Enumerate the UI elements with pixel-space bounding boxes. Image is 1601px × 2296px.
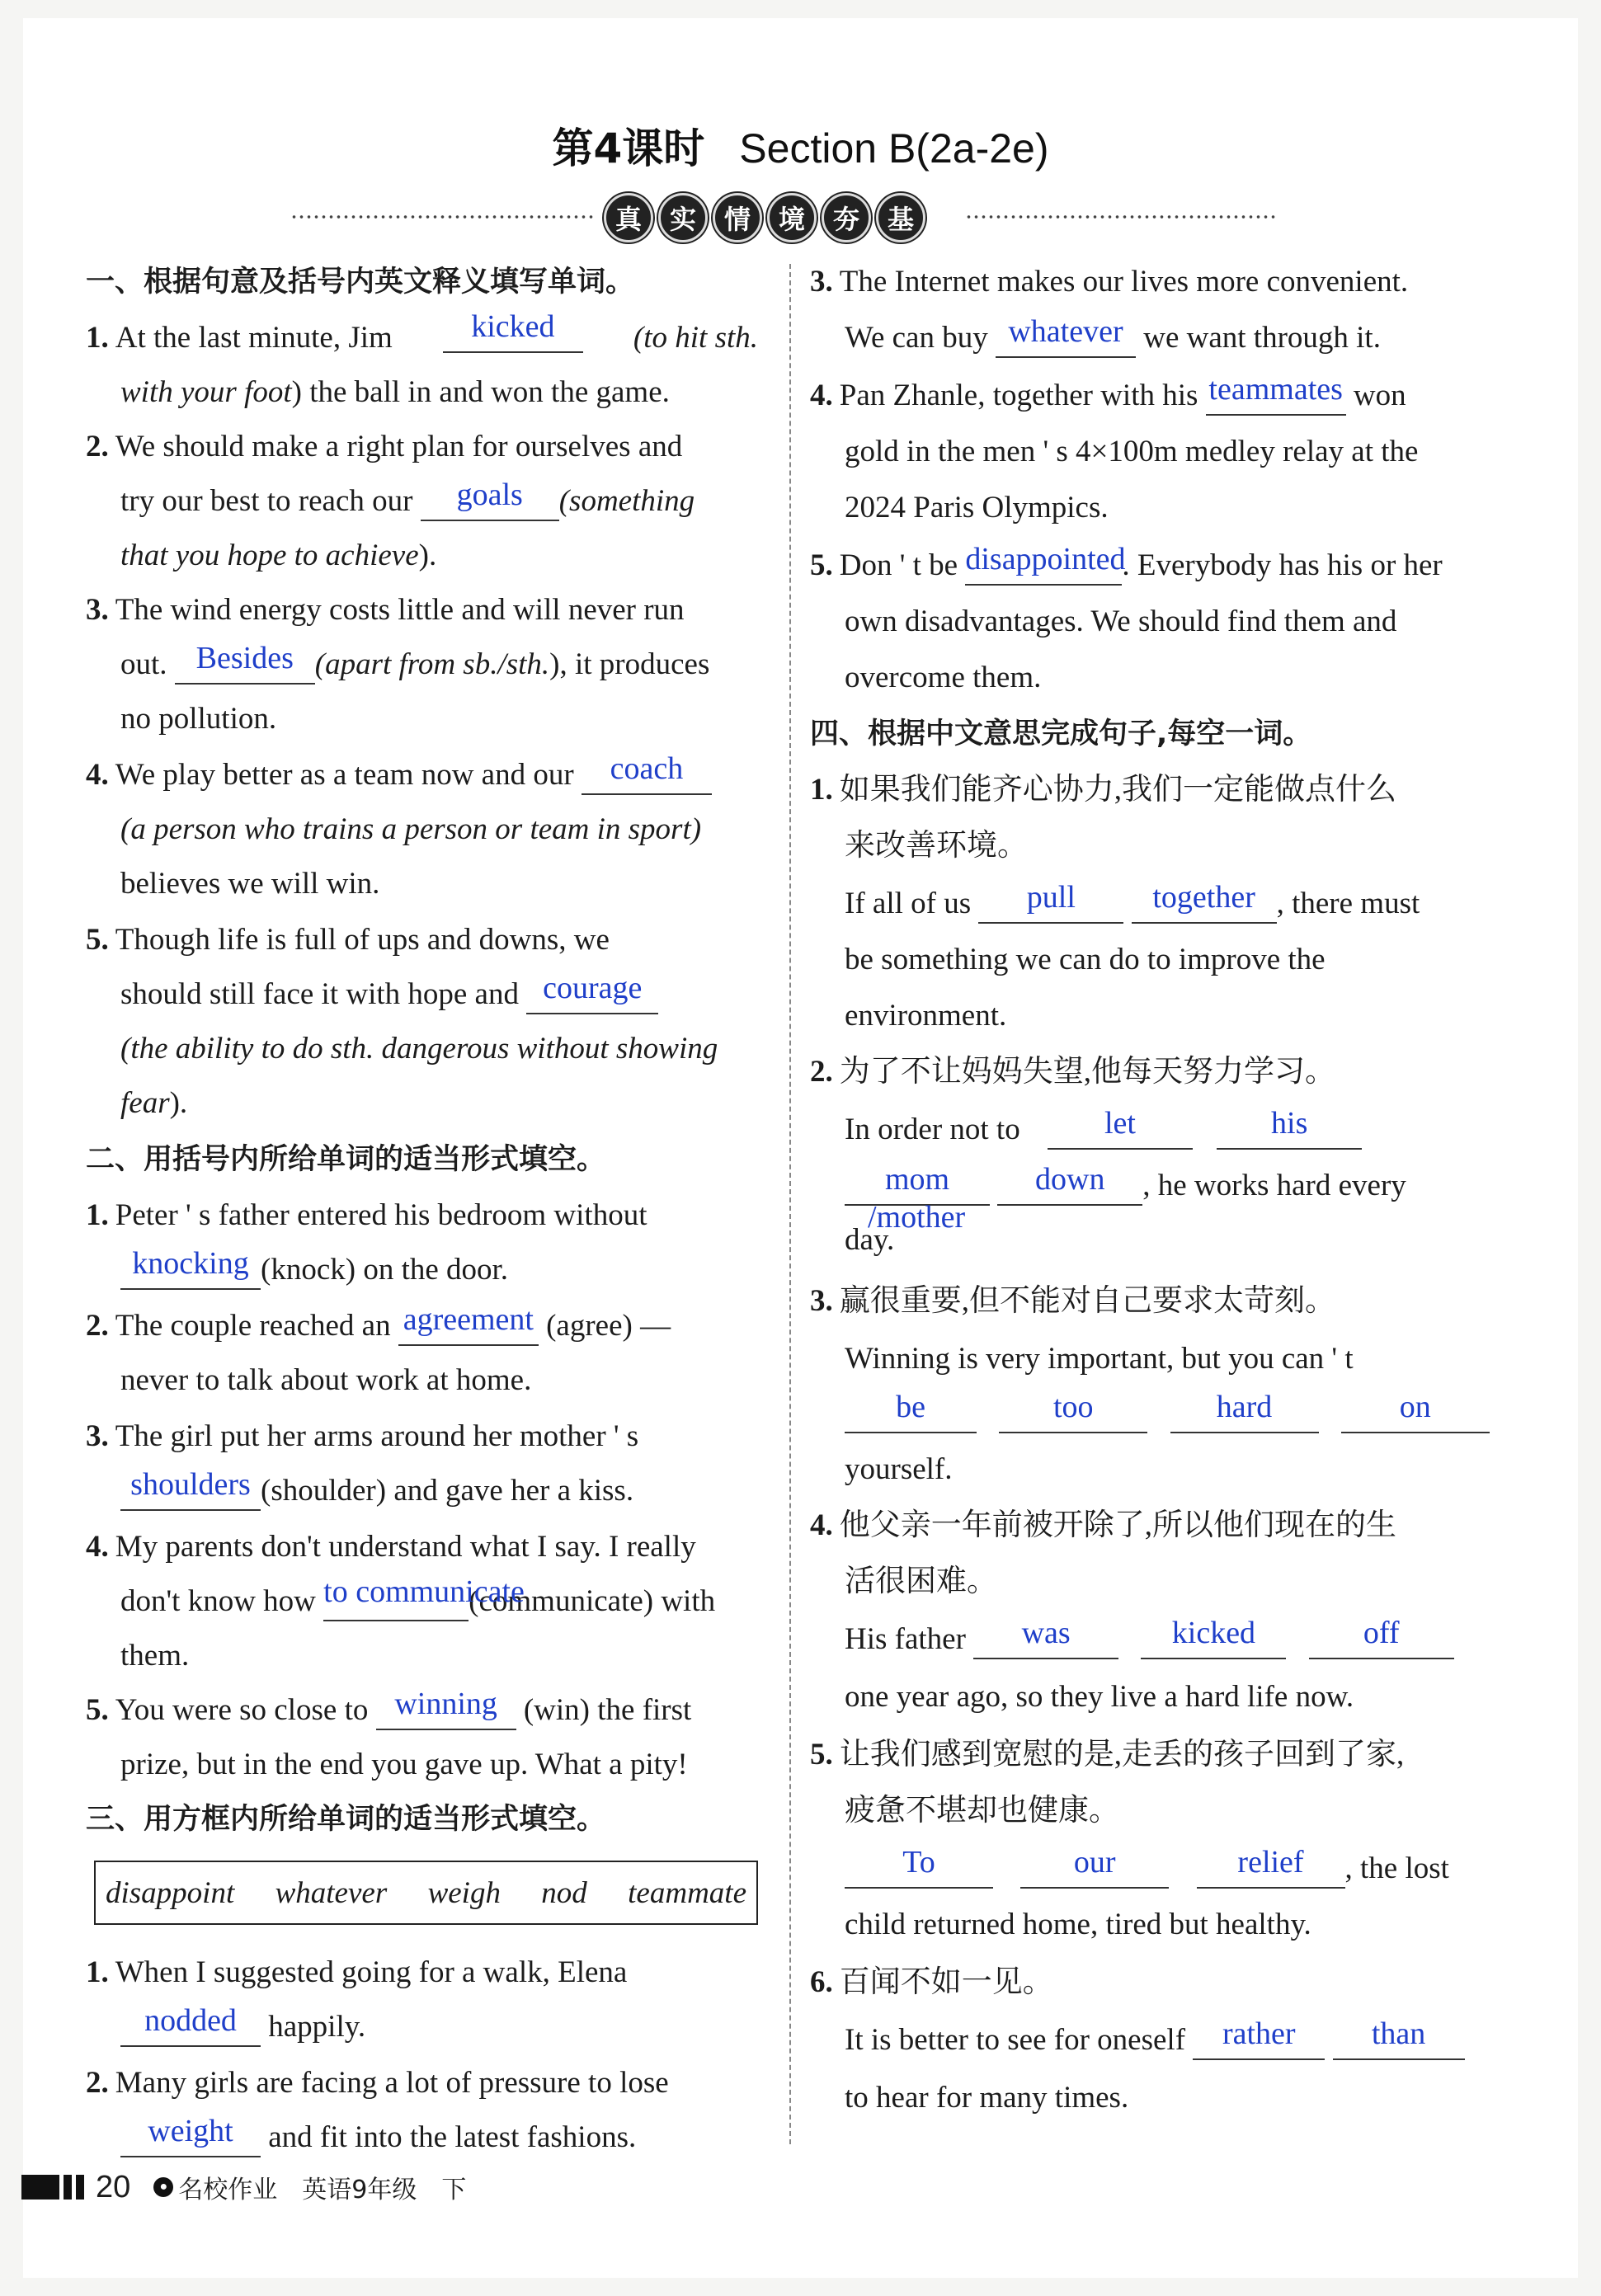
p4-q1-en1: If all of us pull together , there must [845, 884, 1420, 924]
answer-blank[interactable]: whatever [996, 323, 1136, 358]
p1-q3-line1: 3. The wind energy costs little and will never run [86, 593, 685, 627]
p3-q2-line2: weight and fit into the latest fashions. [120, 2118, 636, 2157]
p3-q5-line1: 5. Don ' t be disappointed . Everybody has his or her [810, 546, 1443, 586]
answer-blank[interactable]: pull [978, 889, 1123, 924]
p1-q2-line3: that you hope to achieve). [120, 539, 437, 572]
p2-q1-line1: 1. Peter ' s father entered his bedroom without [86, 1198, 647, 1232]
p3-q3-line2: We can buy whatever we want through it. [845, 318, 1381, 358]
p4-q1-en2: be something we can do to improve the [845, 943, 1326, 976]
p1-q2-line1: 2. We should make a right plan for ourselves and [86, 430, 683, 463]
page-title: 第4课时 Section B(2a-2e) [552, 125, 1049, 172]
banner-char: 基 [876, 193, 925, 242]
p2-q4-line2: don't know how to communicate (communicate) with [120, 1582, 715, 1621]
banner-dots-left [290, 214, 596, 219]
p4-q2-en2: mom down , he works hard every [845, 1166, 1406, 1206]
word-box [94, 1861, 758, 1925]
p3-q3-line1: 3. The Internet makes our lives more convenient. [810, 265, 1409, 299]
answer-blank[interactable]: too [999, 1399, 1147, 1433]
p4-q1-zh1: 1. 如果我们能齐心协力,我们一定能做点什么 [810, 773, 1396, 807]
alt-answer: /mother [868, 1200, 966, 1235]
p1-q5-line2: should still face it with hope and courage [120, 975, 658, 1014]
answer-blank[interactable]: together [1132, 889, 1277, 924]
p4-q2-zh1: 2. 为了不让妈妈失望,他每天努力学习。 [810, 1055, 1335, 1089]
part3-heading: 三、用方框内所给单词的适当形式填空。 [86, 1803, 606, 1836]
p1-q5-line4: fear). [120, 1086, 188, 1120]
p3-q4-line3: 2024 Paris Olympics. [845, 491, 1109, 525]
banner-char: 真 [604, 193, 653, 242]
answer-blank[interactable]: to communicate [323, 1587, 469, 1621]
answer-blank[interactable]: relief [1197, 1854, 1345, 1889]
banner-char: 情 [713, 193, 762, 242]
answer-blank[interactable]: his [1217, 1115, 1362, 1150]
answer-blank[interactable]: kicked [1141, 1625, 1286, 1659]
banner-char: 实 [658, 193, 708, 242]
p4-q3-en3: yourself. [845, 1452, 953, 1486]
word-box-item: teammate [628, 1875, 746, 1910]
subject-grade: 英语9年级 [302, 2176, 417, 2204]
p1-q5-line3: (the ability to do sth. dangerous without showing [120, 1032, 718, 1066]
p2-q5-line1: 5. You were so close to winning (win) the first [86, 1691, 691, 1730]
answer-blank[interactable]: teammates [1206, 381, 1346, 416]
p1-q1-line1: 1. At the last minute, Jim kicked (to hit sth. [86, 309, 758, 355]
p4-q5-zh1: 5. 让我们感到宽慰的是,走丢的孩子回到了家, [810, 1738, 1405, 1771]
p4-q5-zh2: 疲惫不堪却也健康。 [845, 1794, 1119, 1828]
page-number: 20 [96, 2169, 131, 2204]
p4-q6-zh1: 6. 百闻不如一见。 [810, 1965, 1053, 1999]
p1-q4-line1: 4. We play better as a team now and our coach [86, 755, 712, 795]
p4-q6-en2: to hear for many times. [845, 2081, 1129, 2115]
answer-blank[interactable]: shoulders [120, 1476, 261, 1511]
p4-q5-en1: To our relief , the lost [845, 1849, 1449, 1889]
p2-q3-line1: 3. The girl put her arms around her mother ' s [86, 1419, 639, 1453]
part2-heading: 二、用括号内所给单词的适当形式填空。 [86, 1143, 606, 1176]
word-box-item: weigh [427, 1875, 501, 1910]
p2-q4-line1: 4. My parents don't understand what I say. I really [86, 1530, 696, 1564]
answer-blank[interactable]: weight [120, 2123, 261, 2157]
p2-q2-line2: never to talk about work at home. [120, 1363, 532, 1397]
banner-characters [604, 193, 925, 242]
page-footer [21, 2169, 491, 2205]
answer-blank[interactable]: on [1341, 1399, 1490, 1433]
p4-q2-en3: day. [845, 1223, 895, 1257]
answer-blank[interactable]: than [1333, 2025, 1465, 2060]
answer-blank[interactable]: To [845, 1854, 993, 1889]
p2-q5-line2: prize, but in the end you gave up. What a pity! [120, 1748, 688, 1781]
p1-q5-line1: 5. Though life is full of ups and downs, we [86, 923, 610, 957]
p2-q1-line2: knocking (knock) on the door. [120, 1250, 508, 1290]
answer-blank[interactable]: disappointed [965, 551, 1122, 586]
answer-blank[interactable]: hard [1170, 1399, 1319, 1433]
p4-q3-en2 [845, 1390, 1490, 1433]
banner-char: 境 [767, 193, 817, 242]
p3-q1-line2: nodded happily. [120, 2007, 365, 2047]
brand-logo-icon: ● [153, 2177, 173, 2197]
p2-q2-line1: 2. The couple reached an agreement (agree) — [86, 1306, 671, 1346]
p4-q1-zh2: 来改善环境。 [845, 829, 1028, 863]
p4-q2-en1: In order not to let his [845, 1110, 1362, 1150]
answer-blank[interactable]: mom [845, 1171, 990, 1206]
p4-q4-en2: one year ago, so they live a hard life now. [845, 1680, 1354, 1714]
answer-blank[interactable]: let [1048, 1115, 1193, 1150]
p2-q3-line2: shoulders (shoulder) and gave her a kiss. [120, 1471, 633, 1511]
word-box-item: whatever [275, 1875, 388, 1910]
answer-blank[interactable]: kicked [443, 318, 583, 353]
part4-heading: 四、根据中文意思完成句子,每空一词。 [810, 718, 1312, 750]
part1-heading: 一、根据句意及括号内英文释义填写单词。 [86, 266, 635, 299]
p4-q4-zh2: 活很困难。 [845, 1564, 997, 1598]
word-box-item: nod [541, 1875, 587, 1910]
banner-char: 夯 [822, 193, 871, 242]
answer-blank[interactable]: knocking [120, 1255, 261, 1290]
answer-blank[interactable]: off [1309, 1625, 1454, 1659]
p1-q2-line2: try our best to reach our goals (something [120, 482, 695, 521]
p3-q4-line1: 4. Pan Zhanle, together with his teammates won [810, 376, 1406, 416]
section-banner [290, 193, 1280, 242]
answer-blank[interactable]: was [973, 1625, 1118, 1659]
barcode-icon [21, 2175, 84, 2200]
answer-blank[interactable]: winning [376, 1696, 516, 1730]
p2-q4-line3: them. [120, 1639, 190, 1673]
p4-q3-en1: Winning is very important, but you can ' t [845, 1342, 1354, 1376]
answer-blank[interactable]: nodded [120, 2012, 261, 2047]
column-divider [789, 264, 791, 2144]
p1-q3-line2: out. Besides (apart from sb./sth.), it produces [120, 645, 709, 685]
answer-blank[interactable]: down [997, 1171, 1142, 1206]
answer-blank[interactable]: our [1020, 1854, 1169, 1889]
p4-q5-en2: child returned home, tired but healthy. [845, 1908, 1311, 1941]
answer-blank[interactable]: goals [421, 487, 559, 521]
p1-q1-line2: with your foot) the ball in and won the game. [120, 375, 670, 409]
p4-q6-en1: It is better to see for oneself rather than [845, 2021, 1465, 2060]
p1-q4-line2: (a person who trains a person or team in sport) [120, 812, 702, 846]
p4-q1-en3: environment. [845, 999, 1007, 1033]
answer-blank[interactable]: Besides [175, 650, 315, 685]
answer-blank[interactable]: courage [526, 980, 658, 1014]
answer-blank[interactable]: coach [582, 760, 712, 795]
answer-blank[interactable]: be [845, 1399, 977, 1433]
p3-q1-line1: 1. When I suggested going for a walk, Elena [86, 1955, 628, 1989]
p3-q2-line1: 2. Many girls are facing a lot of pressure to lose [86, 2066, 669, 2100]
term-label: 下 [441, 2176, 467, 2204]
p3-q5-line2: own disadvantages. We should find them and [845, 605, 1397, 638]
p4-q4-zh1: 4. 他父亲一年前被开除了,所以他们现在的生 [810, 1508, 1396, 1542]
banner-dots-right [965, 214, 1278, 219]
p1-q3-line3: no pollution. [120, 702, 277, 736]
answer-blank[interactable]: agreement [398, 1311, 539, 1346]
p4-q3-zh1: 3. 赢很重要,但不能对自己要求太苛刻。 [810, 1284, 1335, 1318]
answer-blank[interactable]: rather [1193, 2025, 1325, 2060]
p3-q5-line3: overcome them. [845, 661, 1042, 694]
p1-q4-line3: believes we will win. [120, 867, 380, 901]
p4-q4-en1: His father was kicked off [845, 1620, 1454, 1659]
brand-name: 名校作业 [178, 2176, 278, 2204]
word-box-item: disappoint [106, 1875, 235, 1910]
p3-q4-line2: gold in the men ' s 4×100m medley relay at the [845, 435, 1419, 468]
